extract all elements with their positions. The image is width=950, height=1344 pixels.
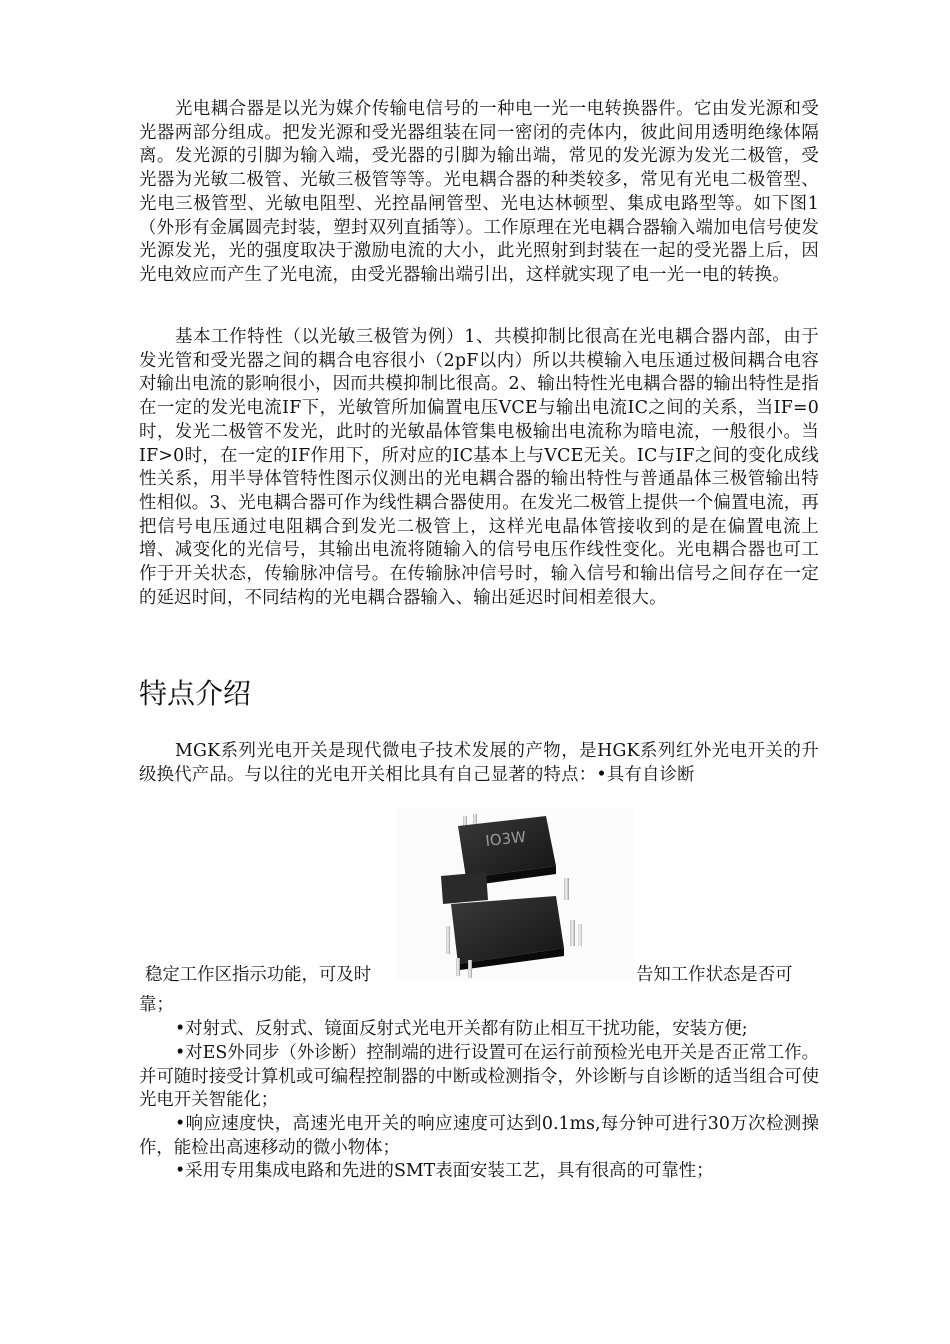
section-heading: 特点介绍 bbox=[139, 677, 252, 710]
component-marking: IO3W bbox=[484, 827, 527, 850]
optocoupler-illustration bbox=[396, 808, 634, 980]
optocoupler-photo bbox=[396, 808, 634, 980]
wrap-text-left: 稳定工作区指示功能，可及时 bbox=[145, 965, 372, 985]
characteristics-paragraph: 基本工作特性（以光敏三极管为例）1、共模抑制比很高在光电耦合器内部，由于发光管和受光器之间的耦合电容很小（2pF以内）所以共模输入电压通过极间耦合电容对输出电流的影响很小，因而共模抑制比很高。2、输出特性光电耦合器的输出特性是指在一定的发光电流IF下，光敏管所加偏置电压VCE与输出电流IC之间的关系，当IF=0时，发光二极管不发光，此时的光敏晶体管集电极输出电流称为暗电流，一般很小。当IF>0时，在一定的IF作用下，所对应的IC基本上与VCE无关。IC与IF之间的变化成线性关系，用半导体管特性图示仪测出的光电耦合器的输出特性与普通晶体三极管输出特性相似。3、光电耦合器可作为线性耦合器使用。在发光二极管上提供一个偏置电流，再把信号电压通过电阻耦合到发光二极管上，这样光电晶体管接收到的是在偏置电流上增、减变化的光信号，其输出电流将随输入的信号电压作线性变化。光电耦合器也可工作于开关状态，传输脉冲信号。在传输脉冲信号时，输入信号和输出信号之间存在一定的延迟时间，不同结构的光电耦合器输入、输出延迟时间相差很大。 bbox=[139, 327, 819, 608]
feature-bullet: •响应速度快，高速光电开关的响应速度可达到0.1ms,每分钟可进行30万次检测操作，能检出高速移动的微小物体； bbox=[139, 1114, 819, 1158]
wrap-text-continue: 靠； bbox=[139, 995, 174, 1015]
feature-bullet: •对射式、反射式、镜面反射式光电开关都有防止相互干扰功能，安装方便; bbox=[175, 1019, 748, 1039]
feature-bullet: •对ES外同步（外诊断）控制端的进行设置可在运行前预检光电开关是否正常工作。并可随时接受计算机或可编程控制器的中断或检测指令，外诊断与自诊断的适当组合可使光电开关智能化； bbox=[139, 1043, 819, 1111]
feature-intro-paragraph: MGK系列光电开关是现代微电子技术发展的产物，是HGK系列红外光电开关的升级换代产品。与以往的光电开关相比具有自己显著的特点：•具有自诊断 bbox=[139, 741, 819, 785]
feature-bullet: •采用专用集成电路和先进的SMT表面安装工艺，具有很高的可靠性； bbox=[175, 1161, 714, 1181]
intro-paragraph: 光电耦合器是以光为媒介传输电信号的一种电一光一电转换器件。它由发光源和受光器两部分组成。把发光源和受光器组装在同一密闭的壳体内，彼此间用透明绝缘体隔离。发光源的引脚为输入端，受光器的引脚为输出端，常见的发光源为发光二极管，受光器为光敏二极管、光敏三极管等等。光电耦合器的种类较多，常见有光电二极管型、光电三极管型、光敏电阻型、光控晶闸管型、光电达林顿型、集成电路型等。如下图1（外形有金属圆壳封装，塑封双列直插等）。工作原理在光电耦合器输入端加电信号使发光源发光，光的强度取决于激励电流的大小，此光照射到封装在一起的受光器上后，因光电效应而产生了光电流，由受光器输出端引出，这样就实现了电一光一电的转换。 bbox=[139, 99, 819, 285]
wrap-text-right: 告知工作状态是否可 bbox=[636, 965, 793, 985]
